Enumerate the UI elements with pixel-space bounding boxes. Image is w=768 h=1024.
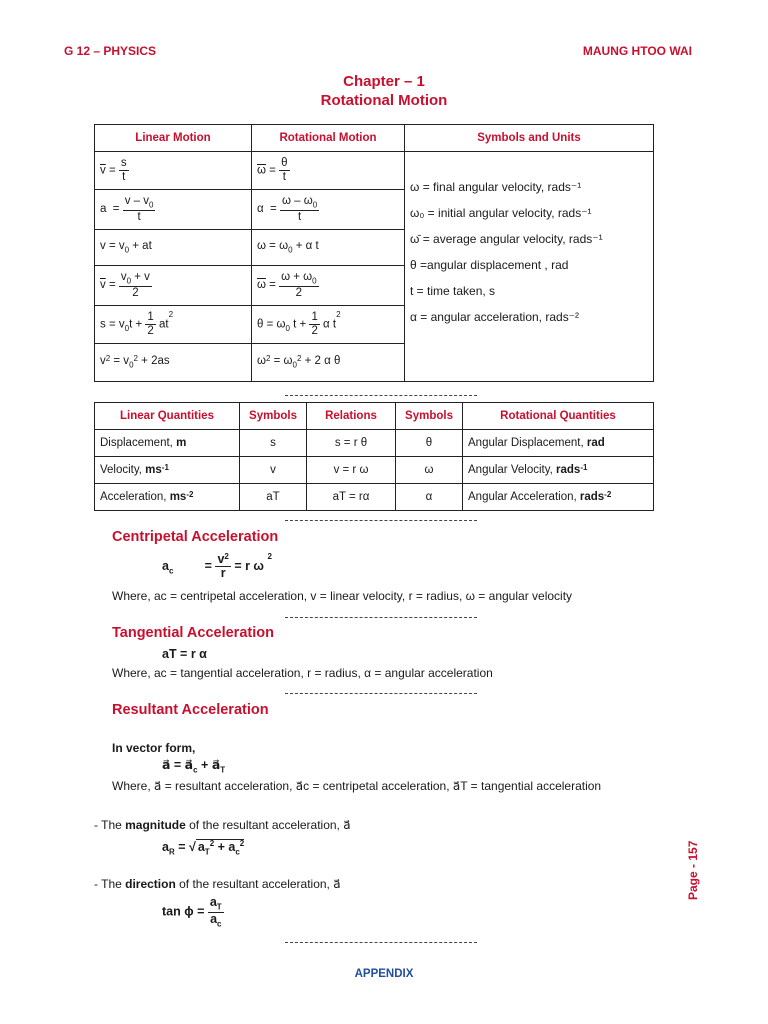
- tangential-title: Tangential Acceleration: [112, 625, 274, 641]
- centripetal-title: Centripetal Acceleration: [112, 529, 279, 545]
- relation: aT = rα: [307, 484, 396, 511]
- divider: [285, 520, 477, 521]
- header-left: G 12 – PHYSICS: [64, 44, 157, 58]
- col-relations: Relations: [307, 403, 396, 430]
- resultant-title: Resultant Acceleration: [112, 702, 269, 718]
- vector-form-label: In vector form,: [112, 741, 196, 755]
- rotational-symbol: ω: [396, 457, 463, 484]
- table-row: [95, 484, 654, 511]
- eq-linear-avg-velocity-2: $\overline{v}$ = $\frac{v_0 + v}{2}$: [95, 266, 252, 306]
- centripetal-equation: $a_c$ = $\frac{v^2}{r}$ = r ω $^2$: [162, 552, 272, 580]
- linear-quantity: Acceleration, $ms^{-2}$: [95, 484, 240, 511]
- chapter-number: Chapter – 1: [343, 73, 425, 90]
- col-symbols-1: Symbols: [240, 403, 307, 430]
- rotational-symbol: α: [396, 484, 463, 511]
- direction-line: - The direction of the resultant acceleration, a⃗: [94, 877, 341, 891]
- centripetal-where: Where, ac = centripetal acceleration, v = linear velocity, r = radius, ω = angular velocity: [112, 589, 573, 603]
- divider: [285, 395, 477, 396]
- tangential-equation: aT = r α: [162, 647, 207, 661]
- table-row: [95, 457, 654, 484]
- divider: [285, 942, 477, 943]
- eq-rot-avg-velocity: $\overline{\omega}$ = $\frac{\theta}{t}$: [252, 152, 405, 190]
- tangential-where: Where, ac = tangential acceleration, r = radius, α = angular acceleration: [112, 666, 493, 680]
- symbol-omega0: ω₀ = initial angular velocity, rads⁻¹: [410, 206, 592, 220]
- rotational-symbol: θ: [396, 430, 463, 457]
- linear-symbol: v: [240, 457, 307, 484]
- col-rotational-quantities: Rotational Quantities: [463, 403, 654, 430]
- symbol-omega-avg: ω̄ = average angular velocity, rads⁻¹: [410, 232, 603, 246]
- motion-equations-table: [94, 124, 654, 382]
- symbol-time: t = time taken, s: [410, 284, 496, 298]
- symbol-alpha: α = angular acceleration, rads⁻²: [410, 310, 580, 324]
- eq-linear-avg-velocity: $\overline{v}$ = $\frac{s}{t}$: [95, 152, 252, 190]
- eq-linear-acceleration: a = $\frac{v - v_0}{t}$: [95, 190, 252, 230]
- linear-quantity: Velocity, $ms^{-1}$: [95, 457, 240, 484]
- relation: s = r θ: [307, 430, 396, 457]
- rotational-quantity: Angular Displacement, rad: [463, 430, 654, 457]
- quantities-table: [94, 402, 654, 511]
- eq-rot-avg-velocity-2: $\overline{\omega}$ = $\frac{\omega + \omega_0}{2}$: [252, 266, 405, 306]
- divider: [285, 617, 477, 618]
- col-symbols-units: Symbols and Units: [405, 125, 654, 152]
- footer-appendix: APPENDIX: [354, 968, 414, 980]
- eq-rot-final-velocity: $\omega = \omega_0 + \alpha$ t: [252, 230, 405, 266]
- magnitude-equation: $a_R$ = √ $a_T^2 + a_c^2$: [162, 839, 245, 857]
- vector-equation: a⃗ = $a⃗_c$ + $a⃗_T$: [162, 758, 226, 775]
- col-linear-quantities: Linear Quantities: [95, 403, 240, 430]
- chapter-title: Rotational Motion: [320, 92, 448, 109]
- magnitude-line: - The magnitude of the resultant acceleration, a⃗: [94, 818, 351, 832]
- col-linear-motion: Linear Motion: [95, 125, 252, 152]
- header-right: MAUNG HTOO WAI: [582, 44, 692, 58]
- symbol-omega: ω = final angular velocity, rads⁻¹: [410, 180, 582, 194]
- symbols-cell: [405, 152, 654, 382]
- col-symbols-2: Symbols: [396, 403, 463, 430]
- table-row: [95, 430, 654, 457]
- relation: v = r ω: [307, 457, 396, 484]
- eq-rot-velocity-squared: $\omega^2 = \omega_0^2 + 2$ α θ: [252, 344, 405, 382]
- linear-symbol: aT: [240, 484, 307, 511]
- rotational-quantity: Angular Velocity, rads$^{-1}$: [463, 457, 654, 484]
- eq-rot-acceleration: α = $\frac{\omega - \omega_0}{t}$: [252, 190, 405, 230]
- eq-linear-velocity-squared: $v^2 = v_0^2 + 2as$: [95, 344, 252, 382]
- linear-symbol: s: [240, 430, 307, 457]
- divider: [285, 693, 477, 694]
- eq-rot-displacement: $\theta = \omega_0$ t + $\frac{1}{2}$ α $t^2$: [252, 306, 405, 344]
- eq-linear-displacement: $s = v_0t$ + $\frac{1}{2}$ $at^2$: [95, 306, 252, 344]
- col-rotational-motion: Rotational Motion: [252, 125, 405, 152]
- eq-linear-final-velocity: $v = v_0$ + at: [95, 230, 252, 266]
- rotational-quantity: Angular Acceleration, rads$^{-2}$: [463, 484, 654, 511]
- linear-quantity: Displacement, m: [95, 430, 240, 457]
- direction-equation: tan ϕ = $\frac{a_T}{a_c}$: [162, 895, 222, 928]
- resultant-where: Where, a⃗ = resultant acceleration, a⃗c = centripetal acceleration, a⃗T = tangential acceleration: [112, 779, 602, 793]
- page-number: Page - 157: [686, 840, 700, 900]
- symbol-theta: θ =angular displacement , rad: [410, 258, 569, 272]
